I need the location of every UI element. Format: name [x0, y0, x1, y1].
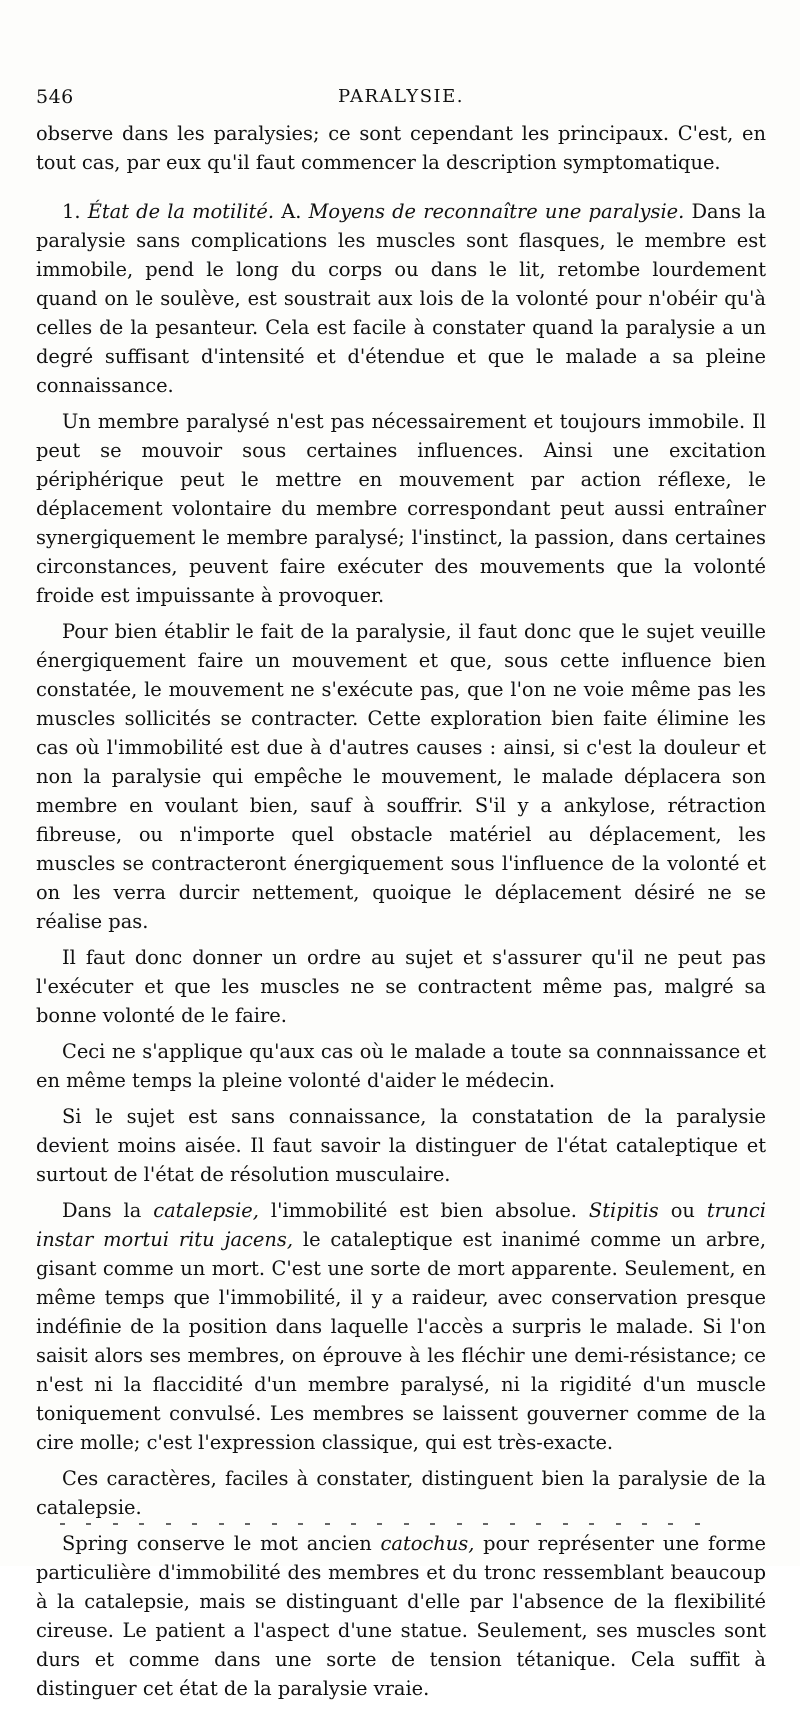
section-number: 1.	[62, 200, 81, 223]
text-run: l'immobilité est bien absolue.	[270, 1199, 577, 1222]
page-number: 546	[36, 86, 74, 108]
section-heading: État de la motilité.	[87, 200, 275, 223]
italic-term: catalepsie,	[153, 1199, 259, 1222]
text-run: le cataleptique est inanimé comme un arbre, gisant comme un mort. C'est une sorte de mort apparente. Seulement, en même temps que l'immobilité, il y a raideur, avec conservation presque indéfinie de la position dans laquelle l'accès a surpris le malade. Si l'on saisit alors ses membres, on éprouve à les fléchir une demi-résistance; ce n'est ni la flaccidité d'un membre paralysé, ni la rigidité d'un muscle toniquement convulsé. Les membres se laissent gouverner comme de la cire molle; c'est l'expression classique, qui est très-exacte.	[36, 1228, 766, 1454]
text-run: Spring conserve le mot ancien	[62, 1532, 372, 1555]
italic-term: Stipitis	[588, 1199, 659, 1222]
paragraph-catochus	[36, 1529, 766, 1703]
paragraph-text: Dans la paralysie sans complications les muscles sont flasques, le membre est immobile, pend le long du corps ou dans le lit, retombe lourdement quand on le soulève, est soustrait aux lois de la volonté pour n'obéir qu'à celles de la pesanteur. Cela est facile à constater quand la paralysie a un degré suffisant d'intensité et d'étendue et que le malade a sa pleine connaissance.	[36, 200, 766, 397]
italic-term: trunci instar mortui ritu jacens,	[36, 1199, 766, 1251]
paragraph-sans-connaissance: Si le sujet est sans connaissance, la constatation de la paralysie devient moins aisée. Il faut savoir la distinguer de l'état cataleptique et surtout de l'état de résolution musculaire.	[36, 1105, 766, 1186]
paragraph-connaissance: Ceci ne s'applique qu'aux cas où le malade a toute sa connnaissance et en même temps la pleine volonté d'aider le médecin.	[36, 1040, 766, 1092]
paragraph-caracteres: Ces caractères, faciles à constater, distinguent bien la paralysie de la catalepsie.	[36, 1467, 766, 1519]
paragraph-ordre-sujet: Il faut donc donner un ordre au sujet et s'assurer qu'il ne peut pas l'exécuter et que les muscles ne se contractent même pas, malgré sa bonne volonté de le faire.	[36, 946, 766, 1027]
subsection-heading: Moyens de reconnaître une paralysie.	[308, 200, 685, 223]
paragraph-motilite	[36, 197, 766, 400]
paragraph-membre-paralyse: Un membre paralysé n'est pas nécessairement et toujours immobile. Il peut se mouvoir sous certaines influences. Ainsi une excitation périphérique peut le mettre en mouvement par action réflexe, le déplacement volontaire du membre correspondant peut aussi entraîner synergiquement le membre paralysé; l'instinct, la passion, dans certaines circonstances, peuvent faire exécuter des mouvements que la volonté froide est impuissante à provoquer.	[36, 410, 766, 607]
italic-term: catochus,	[380, 1532, 475, 1555]
paragraph-etablir-paralysie: Pour bien établir le fait de la paralysie, il faut donc que le sujet veuille énergiquement faire un mouvement et que, sous cette influence bien constatée, le mouvement ne s'exécute pas, que l'on ne voie même pas les muscles sollicités se contracter. Cette exploration bien faite élimine les cas où l'immobilité est due à d'autres causes : ainsi, si c'est la douleur et non la paralysie qui empêche le mouvement, le malade déplacera son membre en voulant bien, sauf à souffrir. S'il y a ankylose, rétraction fibreuse, ou n'importe quel obstacle matériel au déplacement, les muscles se contracteront énergiquement sous l'influence de la volonté et on les verra durcir nettement, quoique le déplacement désiré ne se réalise pas.	[36, 620, 766, 933]
paragraph-catalepsie	[36, 1196, 766, 1457]
text-run: Dans la	[62, 1199, 142, 1222]
body-text	[36, 119, 766, 1710]
subsection-label: A.	[281, 200, 302, 223]
text-run: ou	[670, 1199, 695, 1222]
paragraph-continuation: observe dans les paralysies; ce sont cependant les principaux. C'est, en tout cas, par eux qu'il faut commencer la description symptomatique.	[36, 122, 766, 174]
footer-rule	[60, 1523, 700, 1529]
running-title: PARALYSIE.	[338, 86, 464, 107]
page-header	[36, 86, 766, 116]
text-run: pour représenter une forme particulière d'immobilité des membres et du tronc ressemblant beaucoup à la catalepsie, mais se distinguant d'elle par l'absence de la flexibilité cireuse. Le patient a l'aspect d'une statue. Seulement, ses muscles sont durs et comme dans une sorte de tension tétanique. Cela suffit à distinguer cet état de la paralysie vraie.	[36, 1532, 766, 1700]
